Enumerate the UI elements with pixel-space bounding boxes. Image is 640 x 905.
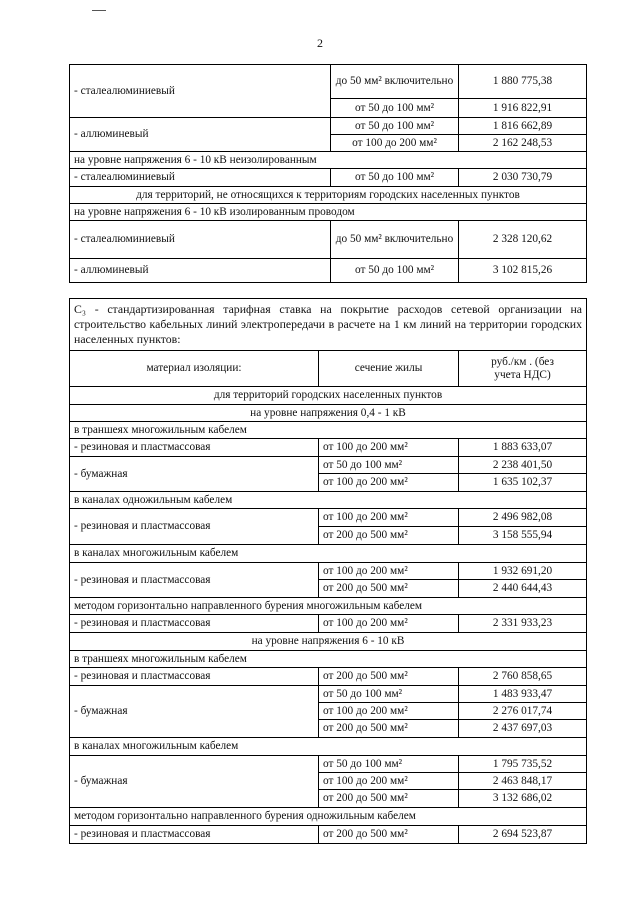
material-cell: - бумажная <box>70 686 319 738</box>
value-cell: 1 880 775,38 <box>459 65 587 99</box>
value-cell: 2 760 858,65 <box>459 668 587 686</box>
value-cell: 1 635 102,37 <box>459 474 587 492</box>
table-row <box>70 563 587 580</box>
section-cell: от 200 до 500 мм² <box>319 826 459 844</box>
section-cell: от 200 до 500 мм² <box>319 790 459 808</box>
table-row <box>70 686 587 703</box>
section-cell: от 50 до 100 мм² <box>331 259 459 283</box>
table-section-heading <box>70 598 587 615</box>
table-section-heading <box>70 387 587 405</box>
table-section-heading <box>70 187 587 204</box>
section-heading: на уровне напряжения 6 - 10 кВ неизолированным <box>70 152 587 169</box>
section-heading: в траншеях многожильным кабелем <box>70 651 587 668</box>
value-cell: 2 331 933,23 <box>459 615 587 633</box>
material-cell: - аллюминевый <box>70 118 331 152</box>
material-cell: - сталеалюминиевый <box>70 65 331 118</box>
material-cell: - бумажная <box>70 457 319 492</box>
value-cell: 2 276 017,74 <box>459 703 587 720</box>
material-cell: - сталеалюминиевый <box>70 169 331 187</box>
table-section-heading <box>70 492 587 509</box>
value-cell: 3 132 686,02 <box>459 790 587 808</box>
section-heading: в траншеях многожильным кабелем <box>70 422 587 439</box>
table-section-heading <box>70 808 587 826</box>
value-cell: 2 162 248,53 <box>459 135 587 152</box>
section-cell: от 100 до 200 мм² <box>331 135 459 152</box>
section-heading: в каналах одножильным кабелем <box>70 492 587 509</box>
header-price: руб./км . (без учета НДС) <box>459 351 587 387</box>
table-section-heading <box>70 651 587 668</box>
section-heading: в каналах многожильным кабелем <box>70 738 587 756</box>
table-row <box>70 65 587 99</box>
table-row <box>70 668 587 686</box>
section-cell: от 100 до 200 мм² <box>319 563 459 580</box>
material-cell: - резиновая и пластмассовая <box>70 509 319 545</box>
table-row <box>70 509 587 527</box>
section-cell: от 50 до 100 мм² <box>319 457 459 474</box>
value-cell: 2 328 120,62 <box>459 221 587 259</box>
value-cell: 1 483 933,47 <box>459 686 587 703</box>
section-cell: до 50 мм² включительно <box>331 65 459 99</box>
table-section-heading <box>70 422 587 439</box>
tariff-table-overhead-lines <box>69 64 587 283</box>
section-heading: для территорий, не относящихся к территориям городских населенных пунктов <box>70 187 587 204</box>
value-cell: 1 795 735,52 <box>459 756 587 773</box>
table-row <box>70 457 587 474</box>
table-row <box>70 169 587 187</box>
section-heading: на уровне напряжения 6 - 10 кВ <box>70 633 587 651</box>
table-row <box>70 439 587 457</box>
section-heading: на уровне напряжения 0,4 - 1 кВ <box>70 405 587 422</box>
value-cell: 1 883 633,07 <box>459 439 587 457</box>
material-cell: - резиновая и пластмассовая <box>70 439 319 457</box>
section-heading: на уровне напряжения 6 - 10 кВ изолированным проводом <box>70 204 587 221</box>
tariff-table-cable-lines <box>69 298 587 844</box>
section-cell: от 50 до 100 мм² <box>319 686 459 703</box>
table-intro-row <box>70 299 587 351</box>
section-cell: от 50 до 100 мм² <box>331 99 459 118</box>
value-cell: 3 102 815,26 <box>459 259 587 283</box>
material-cell: - резиновая и пластмассовая <box>70 668 319 686</box>
material-cell: - аллюминевый <box>70 259 331 283</box>
section-cell: от 50 до 100 мм² <box>331 169 459 187</box>
table-row <box>70 259 587 283</box>
value-cell: 2 463 848,17 <box>459 773 587 790</box>
section-cell: от 100 до 200 мм² <box>319 615 459 633</box>
table-section-heading <box>70 738 587 756</box>
value-cell: 1 932 691,20 <box>459 563 587 580</box>
section-heading: методом горизонтально направленного бурения многожильным кабелем <box>70 598 587 615</box>
table-row <box>70 756 587 773</box>
scan-mark <box>92 10 106 11</box>
value-cell: 2 694 523,87 <box>459 826 587 844</box>
section-heading: для территорий городских населенных пунктов <box>70 387 587 405</box>
section-cell: от 100 до 200 мм² <box>319 439 459 457</box>
table-row <box>70 615 587 633</box>
material-cell: - бумажная <box>70 756 319 808</box>
material-cell: - резиновая и пластмассовая <box>70 615 319 633</box>
table-section-heading <box>70 545 587 563</box>
table-row <box>70 118 587 135</box>
table-row <box>70 826 587 844</box>
table-section-heading <box>70 204 587 221</box>
table-section-heading <box>70 152 587 169</box>
header-material: материал изоляции: <box>70 351 319 387</box>
section-cell: от 50 до 100 мм² <box>319 756 459 773</box>
table-row <box>70 221 587 259</box>
section-cell: от 100 до 200 мм² <box>319 474 459 492</box>
section-cell: от 100 до 200 мм² <box>319 773 459 790</box>
table-intro-text: С₃ - стандартизированная тарифная ставка на покрытие расходов сетевой организации на строительство кабельных линий электропередачи в расчете на 1 км линий на территории городских населенных пунктов: <box>70 299 587 351</box>
section-cell: от 200 до 500 мм² <box>319 580 459 598</box>
value-cell: 2 238 401,50 <box>459 457 587 474</box>
value-cell: 1 916 822,91 <box>459 99 587 118</box>
value-cell: 2 030 730,79 <box>459 169 587 187</box>
table-section-heading <box>70 405 587 422</box>
material-cell: - сталеалюминиевый <box>70 221 331 259</box>
value-cell: 3 158 555,94 <box>459 527 587 545</box>
value-cell: 2 440 644,43 <box>459 580 587 598</box>
table-header-row <box>70 351 587 387</box>
section-cell: от 100 до 200 мм² <box>319 509 459 527</box>
table-section-heading <box>70 633 587 651</box>
value-cell: 1 816 662,89 <box>459 118 587 135</box>
header-section: сечение жилы <box>319 351 459 387</box>
material-cell: - резиновая и пластмассовая <box>70 826 319 844</box>
material-cell: - резиновая и пластмассовая <box>70 563 319 598</box>
section-cell: от 100 до 200 мм² <box>319 703 459 720</box>
section-cell: от 200 до 500 мм² <box>319 527 459 545</box>
section-heading: в каналах многожильным кабелем <box>70 545 587 563</box>
value-cell: 2 437 697,03 <box>459 720 587 738</box>
section-cell: от 50 до 100 мм² <box>331 118 459 135</box>
page-number: 2 <box>317 36 323 50</box>
value-cell: 2 496 982,08 <box>459 509 587 527</box>
section-cell: от 200 до 500 мм² <box>319 720 459 738</box>
section-cell: до 50 мм² включительно <box>331 221 459 259</box>
section-cell: от 200 до 500 мм² <box>319 668 459 686</box>
section-heading: методом горизонтально направленного бурения одножильным кабелем <box>70 808 587 826</box>
